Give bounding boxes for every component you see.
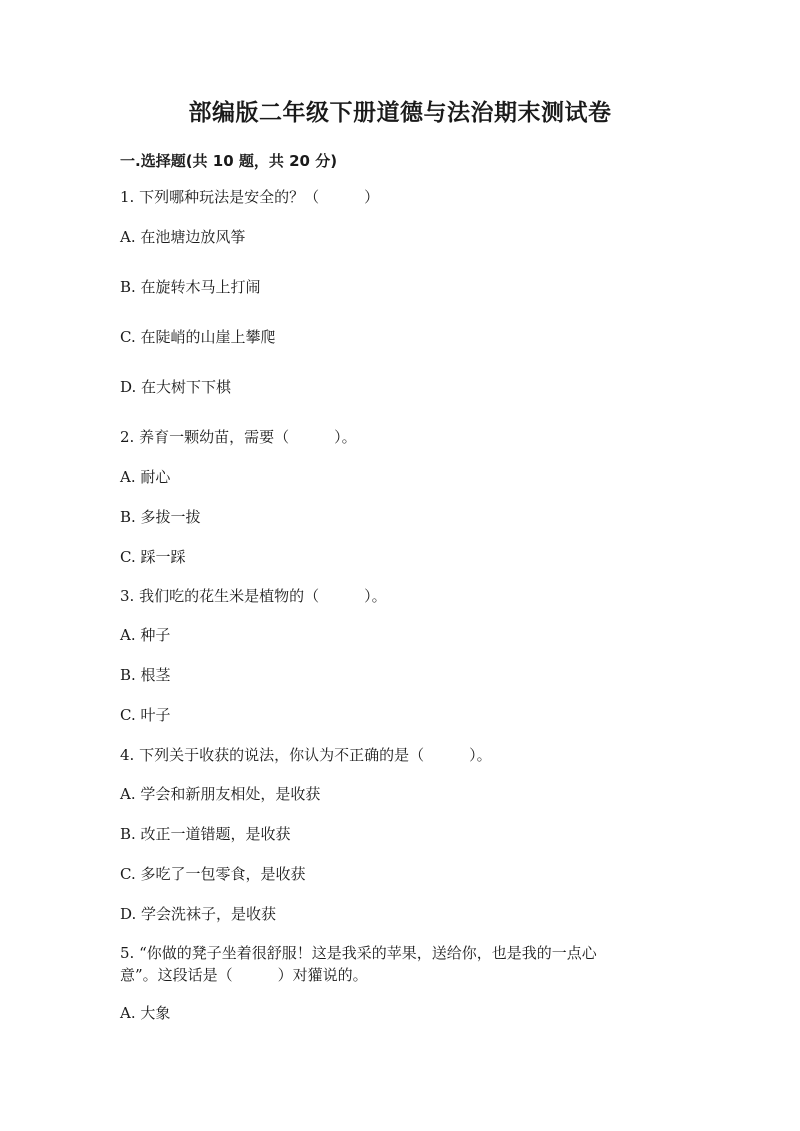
section-heading: 一.选择题(共 10 题，共 20 分) (120, 152, 338, 170)
question-4-option-c: C. 多吃了一包零食，是收获 (120, 865, 306, 883)
question-1-option-a: A. 在池塘边放风筝 (120, 228, 246, 246)
question-5-option-a: A. 大象 (120, 1004, 171, 1022)
question-2-option-c: C. 踩一踩 (120, 548, 186, 566)
question-3-stem: 3. 我们吃的花生米是植物的（ ）。 (120, 587, 387, 605)
question-4-option-b: B. 改正一道错题，是收获 (120, 825, 291, 843)
question-1-stem: 1. 下列哪种玩法是安全的？（ ） (120, 188, 380, 206)
question-5-stem-line-2: 意”。这段话是（ ）对獾说的。 (120, 966, 368, 984)
question-4-option-d: D. 学会洗袜子，是收获 (120, 905, 277, 923)
question-1-option-b: B. 在旋转木马上打闹 (120, 278, 261, 296)
page-title: 部编版二年级下册道德与法治期末测试卷 (188, 100, 612, 126)
question-4-option-a: A. 学会和新朋友相处，是收获 (120, 785, 321, 803)
question-5-stem (120, 942, 660, 986)
question-1-option-c: C. 在陡峭的山崖上攀爬 (120, 328, 276, 346)
question-2-option-a: A. 耐心 (120, 468, 171, 486)
question-2-option-b: B. 多拔一拔 (120, 508, 201, 526)
question-4-stem: 4. 下列关于收获的说法，你认为不正确的是（ ）。 (120, 746, 492, 764)
question-1-option-d: D. 在大树下下棋 (120, 378, 232, 396)
question-2-stem: 2. 养育一颗幼苗，需要（ ）。 (120, 428, 357, 446)
question-3-option-a: A. 种子 (120, 626, 171, 644)
question-3-option-b: B. 根茎 (120, 666, 171, 684)
question-3-option-c: C. 叶子 (120, 706, 171, 724)
question-5-stem-line-1: 5. “你做的凳子坐着很舒服！这是我采的苹果，送给你，也是我的一点心 (120, 944, 597, 962)
